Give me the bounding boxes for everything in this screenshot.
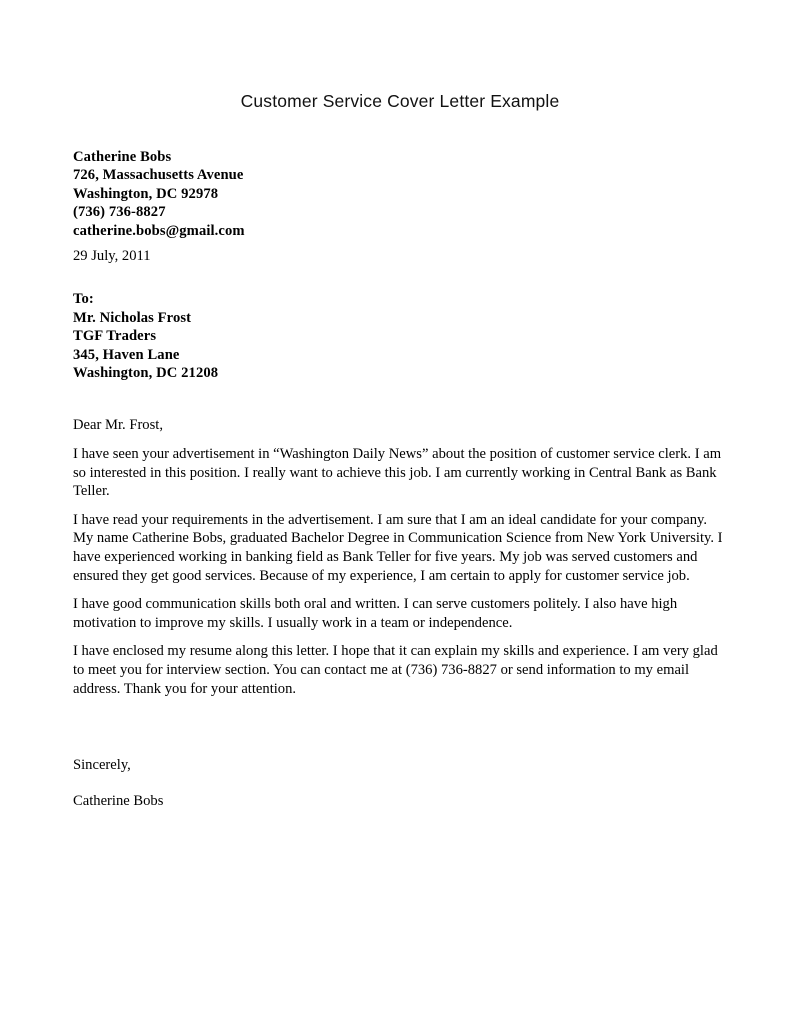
sender-email: catherine.bobs@gmail.com [73,222,245,239]
letter-closing [73,756,728,810]
sender-name: Catherine Bobs [73,149,172,165]
recipient-street: 345, Haven Lane [73,346,180,363]
letter-content [73,148,728,810]
recipient-company: TGF Traders [73,328,157,345]
letter-body [73,416,728,698]
body-paragraph-4: I have enclosed my resume along this letter. I hope that it can explain my skills and experience. I am very glad to meet you for interview section. You can contact me at (736) 736-8827 or send information to my email address. Thank you for your attention. [73,643,718,697]
sender-street: 726, Massachusetts Avenue [73,167,244,184]
recipient-city-state-zip: Washington, DC 21208 [73,365,219,382]
sender-address-block [73,148,728,240]
salutation: Dear Mr. Frost, [73,417,163,434]
body-paragraph-2: I have read your requirements in the advertisement. I am sure that I am an ideal candidate for your company. My name Catherine Bobs, graduated Bachelor Degree in Communication Science from New York University. I have experienced working in banking field as Bank Teller for five years. My job was served customers and ensured they get good services. Because of my experience, I am certain to apply for customer service job. [73,511,723,584]
body-paragraph-3: I have good communication skills both oral and written. I can serve customers politely. I also have high motivation to improve my skills. I usually work in a team or independence. [73,596,678,631]
closing-valediction: Sincerely, [73,757,131,774]
sender-phone: (736) 736-8827 [73,204,166,221]
sender-city-state-zip: Washington, DC 92978 [73,185,219,202]
recipient-name: Mr. Nicholas Frost [73,309,192,326]
recipient-to-label: To: [73,291,94,308]
body-paragraph-1: I have seen your advertisement in “Washington Daily News” about the position of customer service clerk. I am so interested in this position. I really want to achieve this job. I am currently working in Central Bank as Bank Teller. [73,446,722,500]
letter-date: 29 July, 2011 [73,248,151,265]
closing-signature-name: Catherine Bobs [73,792,164,809]
page-title: Customer Service Cover Letter Example [240,91,560,111]
recipient-address-block [73,290,728,382]
